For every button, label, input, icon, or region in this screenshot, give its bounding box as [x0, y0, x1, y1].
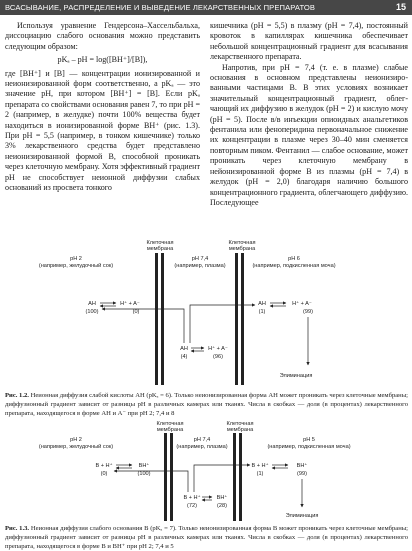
compartment-label: (например, плазма) [174, 263, 226, 269]
paragraph: Напротив, при pH = 7,4 (т. е. в плазме) слабые основания в основном представлены неионизированными частицами B. В этих условиях возникает значительный концентрационный градиент, облегчающий их диффузию в желудок (pH = 2) и кислую мочу (pH = 5). После в/в инъекции опиоидных анальгетиков фентанила или феноперидина первоначальное снижение их концентрации в плазме через 30–40 мин сменяется повторным пиком. Фентанил — слабое основание, может проникать через клеточную мембрану в нейонизированной форме B из плазмы (pH = 7,4) в желудок (pH = 2,0) благодаря наличию большого концентрационного градиента, облегчающего диффузию. Последующее [210, 62, 408, 207]
membrane-label: Клеточная [228, 240, 256, 246]
compartment-label: (например, плазма) [176, 444, 228, 450]
compartment-label: pH 7,4 [193, 437, 211, 443]
value-label: (1) [258, 309, 266, 315]
figure-1-3-diagram [4, 419, 408, 522]
value-label: (96) [213, 354, 223, 360]
figure-1-3 [4, 419, 408, 522]
membrane-label: Клеточная [146, 240, 174, 246]
species-label: H⁺ + A⁻ [292, 301, 312, 307]
elimination-label: Элиминация [285, 513, 319, 519]
cell-membrane [161, 253, 164, 385]
membrane-label: мембрана [226, 427, 254, 433]
compartment-label: (например, желудочный сок) [38, 444, 114, 450]
paragraph: Используя уравнение Гендерсона–Хассельбальха, диссоциацию слабого основания можно представить следующим образом: [5, 21, 200, 51]
membrane-label: Клеточная [156, 421, 184, 427]
value-label: (72) [187, 503, 197, 509]
cell-membrane [235, 253, 238, 385]
value-label: (100) [85, 309, 99, 315]
species-label: B + H⁺ [95, 463, 113, 469]
species-label: BH⁺ [296, 463, 308, 469]
membrane-label: мембрана [228, 246, 256, 252]
cell-membrane [164, 433, 167, 521]
species-label: AH [88, 301, 96, 307]
species-label: AH [258, 301, 266, 307]
value-label: (0) [100, 471, 108, 477]
compartment-label: (например, желудочный сок) [38, 263, 114, 269]
species-label: BH⁺ [138, 463, 150, 469]
left-column [5, 21, 200, 194]
right-column [210, 21, 408, 208]
caption-text: Неионная диффузия слабой кислоты AH (pKₐ = 6). Только неионизированная форма AH может проникать через клеточные мембраны; диффузионный градиент зависит от разницы pH в различных камерах или тканях. Числа в скобках — доля (в процентах) лекарственного препарата, находящегося в форме AH и A⁻ при pH 2; 7,4 и 8 [5, 392, 408, 417]
membrane-label: мембрана [156, 427, 184, 433]
paragraph: кишечника (pH = 5,5) в плазму (pH = 7,4), постоянный кровоток в капиллярах кишечника обеспечивает небольшой концентрационный градиент для всасывания лекарственного препарата. [210, 21, 408, 62]
running-header [0, 0, 412, 15]
compartment-label: pH 6 [288, 256, 300, 262]
caption-label: Рис. 1.3. [5, 525, 30, 532]
value-label: (99) [303, 309, 313, 315]
membrane-label: Клеточная [226, 421, 254, 427]
compartment-label: pH 5 [303, 437, 315, 443]
cell-membrane [239, 433, 242, 521]
compartment-label: (например, подкисленная моча) [267, 444, 351, 450]
equation: pKₐ – pH = log([BH⁺]/[B]), [57, 55, 148, 65]
compartment-label: pH 2 [70, 256, 82, 262]
paragraph: где [BH⁺] и [B] — концентрации ионизированной и неионизированной форм соответственно, а pKₐ — это значение pH, при котором [BH⁺] = [B]. Если pKₐ препарата со свойствами основания равен 7, то при pH = 2 (например, в желудке) почти 100% вещества будет находиться в ионизированной форме BH⁺ (рис. 1.3). При pH = 5,5 (например, в тонком кишечнике) только 3% лекарственного средства будет представлено неионизированной формой B, способной проникать через клеточную мембрану. Хотя эффективный градиент pH не способствует неионной диффузии слабых оснований из просвета тонкого [5, 68, 200, 193]
species-label: B + H⁺ [251, 463, 269, 469]
cell-membrane [241, 253, 244, 385]
elimination-label: Элиминация [279, 373, 313, 379]
compartment-label: pH 2 [70, 437, 82, 443]
species-label: H⁺ + A⁻ [120, 301, 140, 307]
figure-1-2-diagram [4, 237, 408, 389]
caption-label: Рис. 1.2. [5, 392, 29, 399]
figure-1-2 [4, 237, 408, 389]
species-label: B + H⁺ [183, 495, 201, 501]
page-number: 15 [395, 2, 406, 12]
header-title: ВСАСЫВАНИЕ, РАСПРЕДЕЛЕНИЕ И ВЫВЕДЕНИЕ ЛЕКАРСТВЕННЫХ ПРЕПАРАТОВ [5, 3, 316, 12]
species-label: BH⁺ [216, 495, 228, 501]
figure-1-2-caption [5, 391, 408, 418]
cell-membrane [233, 433, 236, 521]
caption-text: Неионная диффузия слабого основания B (pKₐ = 7). Только неионизированная форма B может проникать через клеточные мембраны; диффузионный градиент зависит от разницы pH в различных камерах или тканях. Числа в скобках — доля (в процентах) лекарственного препарата, находящегося в форме B и BH⁺ при pH 2; 7,4 и 5 [5, 525, 408, 550]
membrane-label: мембрана [146, 246, 174, 252]
species-label: AH [180, 346, 188, 352]
compartment-label: (например, подкисленная моча) [252, 263, 336, 269]
value-label: (0) [132, 309, 140, 315]
value-label: (28) [217, 503, 227, 509]
figure-1-3-caption [5, 524, 408, 551]
species-label: H⁺ + A⁻ [208, 346, 228, 352]
value-label: (4) [180, 354, 188, 360]
cell-membrane [155, 253, 158, 385]
compartment-label: pH 7,4 [191, 256, 209, 262]
value-label: (1) [256, 471, 264, 477]
value-label: (100) [137, 471, 151, 477]
value-label: (99) [297, 471, 307, 477]
cell-membrane [170, 433, 173, 521]
